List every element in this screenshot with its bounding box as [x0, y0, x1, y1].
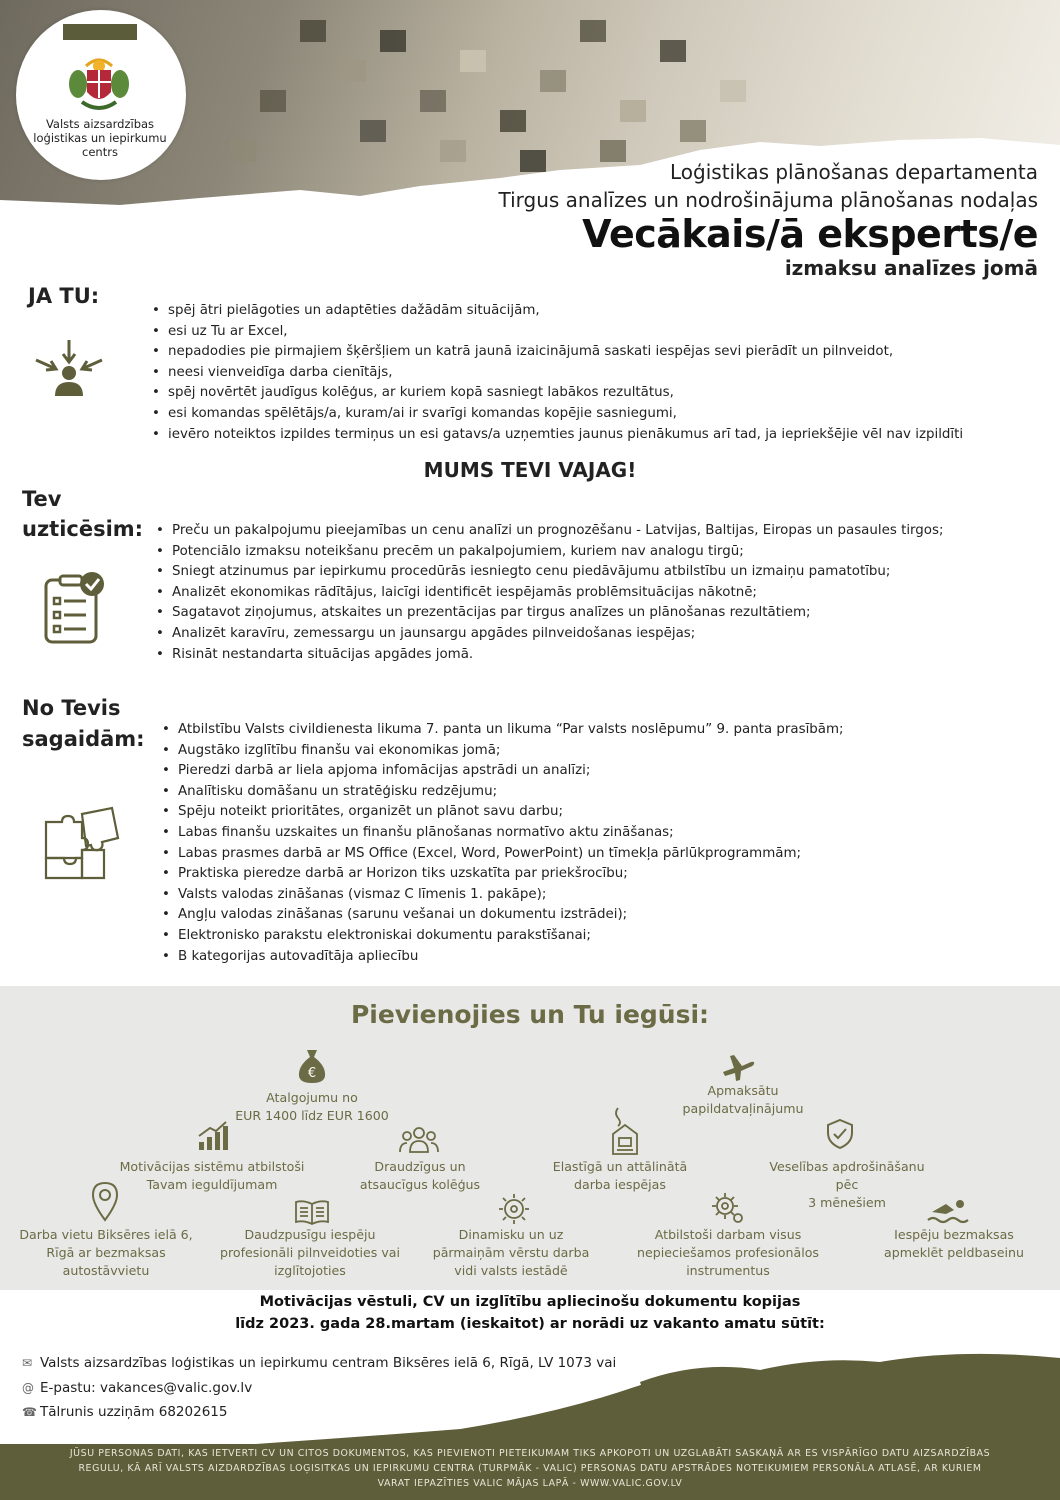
contact-phone: ☎ Tālrunis uzziņām 68202615 [22, 1404, 228, 1420]
benefit-vacation: Apmaksātu papildatvaļinājumu [682, 1083, 804, 1116]
list-item: • Augstāko izglītību finanšu vai ekonomikas jomā; [162, 741, 844, 762]
list-item: • Analītisku domāšanu un stratēģisku redzējumu; [162, 782, 844, 803]
list-item: • Labas finanšu uzskaites un finanšu plānošanas normatīvo aktu zināšanas; [162, 823, 844, 844]
list-item: • Sagatavot ziņojumus, atskaites un prezentācijas par tirgus analīzes un plānošanas rezultātiem; [156, 603, 944, 624]
list-item: • Analizēt karavīru, zemessargu un jaunsargu apgādes pilnveidošanas iespējas; [156, 624, 944, 645]
logo-text: Valsts aizsardzības loģistikas un iepirkumu centrs [33, 117, 167, 159]
at-icon: @ [22, 1381, 34, 1395]
list-item: • Angļu valodas zināšanas (sarunu vešanai un dokumentu izstrādei); [162, 905, 844, 926]
list-item: • B kategorijas autovadītāja apliecību [162, 947, 844, 968]
benefit-colleagues: Draudzīgus un atsaucīgus kolēģus [359, 1159, 481, 1192]
swimmer-icon [926, 1196, 970, 1228]
benefit-remote-work: Elastīgā un attālinātā darba iespējas [552, 1159, 688, 1192]
tev-heading-1: Tev [22, 487, 62, 511]
people-icon [398, 1124, 440, 1154]
list-item: • spēj novērtēt jaudīgus kolēģus, ar kuriem kopā sasniegt labākos rezultātus, [152, 383, 963, 404]
list-item: • Preču un pakalpojumu pieejamības un cenu analīzi un prognozēšanu - Latvijas, Baltijas, Eiropas un pasaules tirgos; [156, 521, 944, 542]
gears-icon [496, 1192, 532, 1226]
list-item: • Atbilstību Valsts civildienesta likuma 7. panta un likuma “Par valsts noslēpumu” 9. panta prasībām; [162, 720, 844, 741]
phone-icon: ☎ [22, 1405, 37, 1419]
list-item: • nepadodies pie pirmajiem šķēršļiem un katrā jaunā izaicinājumā saskati iespējas sevi pierādīt un pilnveidot, [152, 342, 963, 363]
benefit-salary: Atalgojumu no EUR 1400 līdz EUR 1600 [235, 1090, 389, 1123]
open-book-icon [294, 1198, 330, 1226]
list-item: • Analizēt ekonomikas rādītājus, laicīgi identificēt iespējamās problēmsituācijas nākotnē; [156, 583, 944, 604]
list-item: • Valsts valodas zināšanas (vismaz C līmenis 1. pakāpe); [162, 885, 844, 906]
no-tevis-heading-1: No Tevis [22, 696, 121, 720]
svg-text:€: € [307, 1066, 317, 1081]
list-item: • Elektronisko parakstu elektroniskai dokumentu parakstīšanai; [162, 926, 844, 947]
department-line-2: Tirgus analīzes un nodrošinājuma plānošanas nodaļas [498, 188, 1038, 212]
contact-post: ✉ Valsts aizsardzības loģistikas un iepirkumu centram Biksēres ielā 6, Rīgā, LV 1073 vai [22, 1355, 617, 1371]
benefit-tools: Atbilstoši darbam visus nepieciešamos profesionālos instrumentus [637, 1227, 819, 1278]
job-title: Vecākais/ā eksperts/e [582, 212, 1038, 256]
checklist-icon [42, 570, 106, 646]
no-tevis-list [162, 720, 844, 967]
coat-of-arms-icon [66, 52, 132, 116]
list-item: • spēj ātri pielāgoties un adaptēties dažādām situācijām, [152, 301, 963, 322]
job-subtitle: izmaksu analīzes jomā [784, 256, 1038, 280]
envelope-icon: ✉ [22, 1356, 33, 1370]
benefit-dynamic-environment: Dinamisku un uz pārmaiņām vērstu darba vidi valsts iestādē [432, 1227, 590, 1278]
list-item: • Potenciālo izmaksu noteikšanu precēm un pakalpojumiem, kuriem nav analogu tirgū; [156, 542, 944, 563]
benefit-health-insurance: Veselības apdrošināšanu pēc 3 mēnešiem [769, 1159, 925, 1210]
mums-tevi-vajag: MUMS TEVI VAJAG! [423, 458, 637, 482]
apply-instructions-1: Motivācijas vēstuli, CV un izglītību apliecinošu dokumentu kopijas [259, 1294, 801, 1310]
list-item: • Pieredzi darbā ar liela apjoma infomācijas apstrādi un analīzi; [162, 761, 844, 782]
privacy-notice: JŪSU PERSONAS DATI, KAS IETVERTI CV UN CITOS DOKUMENTOS, KAS PIEVIENOTI PIETEIKUMAM TIKS APKOPOTI UN UZGLABĀTI SASKAŅĀ AR ES VISPĀRĪGO DATU AIZSARDZĪBAS REGULU, KĀ ARĪ VALSTS AIZDARDZĪBAS LOĢISITKAS UN IEPIRKUMU CENTRA (TURPMĀK - VALIC) PERSONAS DATU APSTRĀDES NOTEIKUMIEM PERSONĀLA ATLASĒ, AR KURIEM VARAT IEPAZĪTIES VALIC MĀJAS LAPĀ - WWW.VALIC.GOV.LV [69, 1448, 991, 1489]
growth-chart-icon [196, 1120, 230, 1152]
benefit-workplace: Darba vietu Biksēres ielā 6, Rīgā ar bezmaksas autostāvvietu [19, 1227, 193, 1278]
benefit-swimming-pool: Iespēju bezmaksas apmeklēt peldbaseinu [884, 1227, 1024, 1260]
list-item: • ievēro noteiktos izpildes termiņus un esi gatavs/a uzņemties jaunus pienākumus arī tad, ja iepriekšējie vēl nav izpildīti [152, 425, 963, 446]
tev-list [156, 521, 944, 665]
department-line-1: Loģistikas plānošanas departamenta [670, 160, 1038, 184]
logo-bar [63, 24, 137, 40]
list-item: • Labas prasmes darbā ar MS Office (Excel, Word, PowerPoint) un tīmekļa pārlūkprogrammām; [162, 844, 844, 865]
home-office-icon [610, 1106, 640, 1156]
list-item: • esi uz Tu ar Excel, [152, 322, 963, 343]
shield-check-icon [826, 1118, 854, 1150]
contact-email: @ E-pastu: vakances@valic.gov.lv [22, 1380, 253, 1396]
no-tevis-heading-2: sagaidām: [22, 727, 145, 751]
money-bag-icon [296, 1048, 328, 1084]
list-item: • Risināt nestandarta situācijas apgādes jomā. [156, 645, 944, 666]
benefit-education: Daudzpusīgu iespēju profesionāli pilnveidoties vai izglītojoties [219, 1227, 401, 1278]
ja-tu-list [152, 301, 963, 445]
benefits-title: Pievienojies un Tu iegūsi: [350, 1000, 710, 1029]
person-arrows-icon [34, 338, 104, 400]
puzzle-icon [42, 804, 122, 882]
tev-heading-2: uzticēsim: [22, 517, 144, 541]
apply-instructions-2: līdz 2023. gada 28.martam (ieskaitot) ar norādi uz vakanto amatu sūtīt: [235, 1316, 825, 1332]
list-item: • Praktiska pieredze darbā ar Horizon tiks uzskatīta par priekšrocību; [162, 864, 844, 885]
list-item: • Spēju noteikt prioritātes, organizēt un plānot savu darbu; [162, 802, 844, 823]
benefit-motivation: Motivācijas sistēmu atbilstoši Tavam ieguldījumam [119, 1159, 305, 1192]
list-item: • esi komandas spēlētājs/a, kuram/ai ir svarīgi komandas kopējie sasniegumi, [152, 404, 963, 425]
location-pin-icon [90, 1180, 120, 1222]
list-item: • neesi vienveidīga darba cienītājs, [152, 363, 963, 384]
gear-icon [708, 1190, 746, 1226]
airplane-icon [720, 1050, 756, 1082]
list-item: • Sniegt atzinumus par iepirkumu procedūrās iesniegto cenu piedāvājumu atbilstību un izmaiņu pamatotību; [156, 562, 944, 583]
ja-tu-heading: JA TU: [28, 284, 100, 308]
